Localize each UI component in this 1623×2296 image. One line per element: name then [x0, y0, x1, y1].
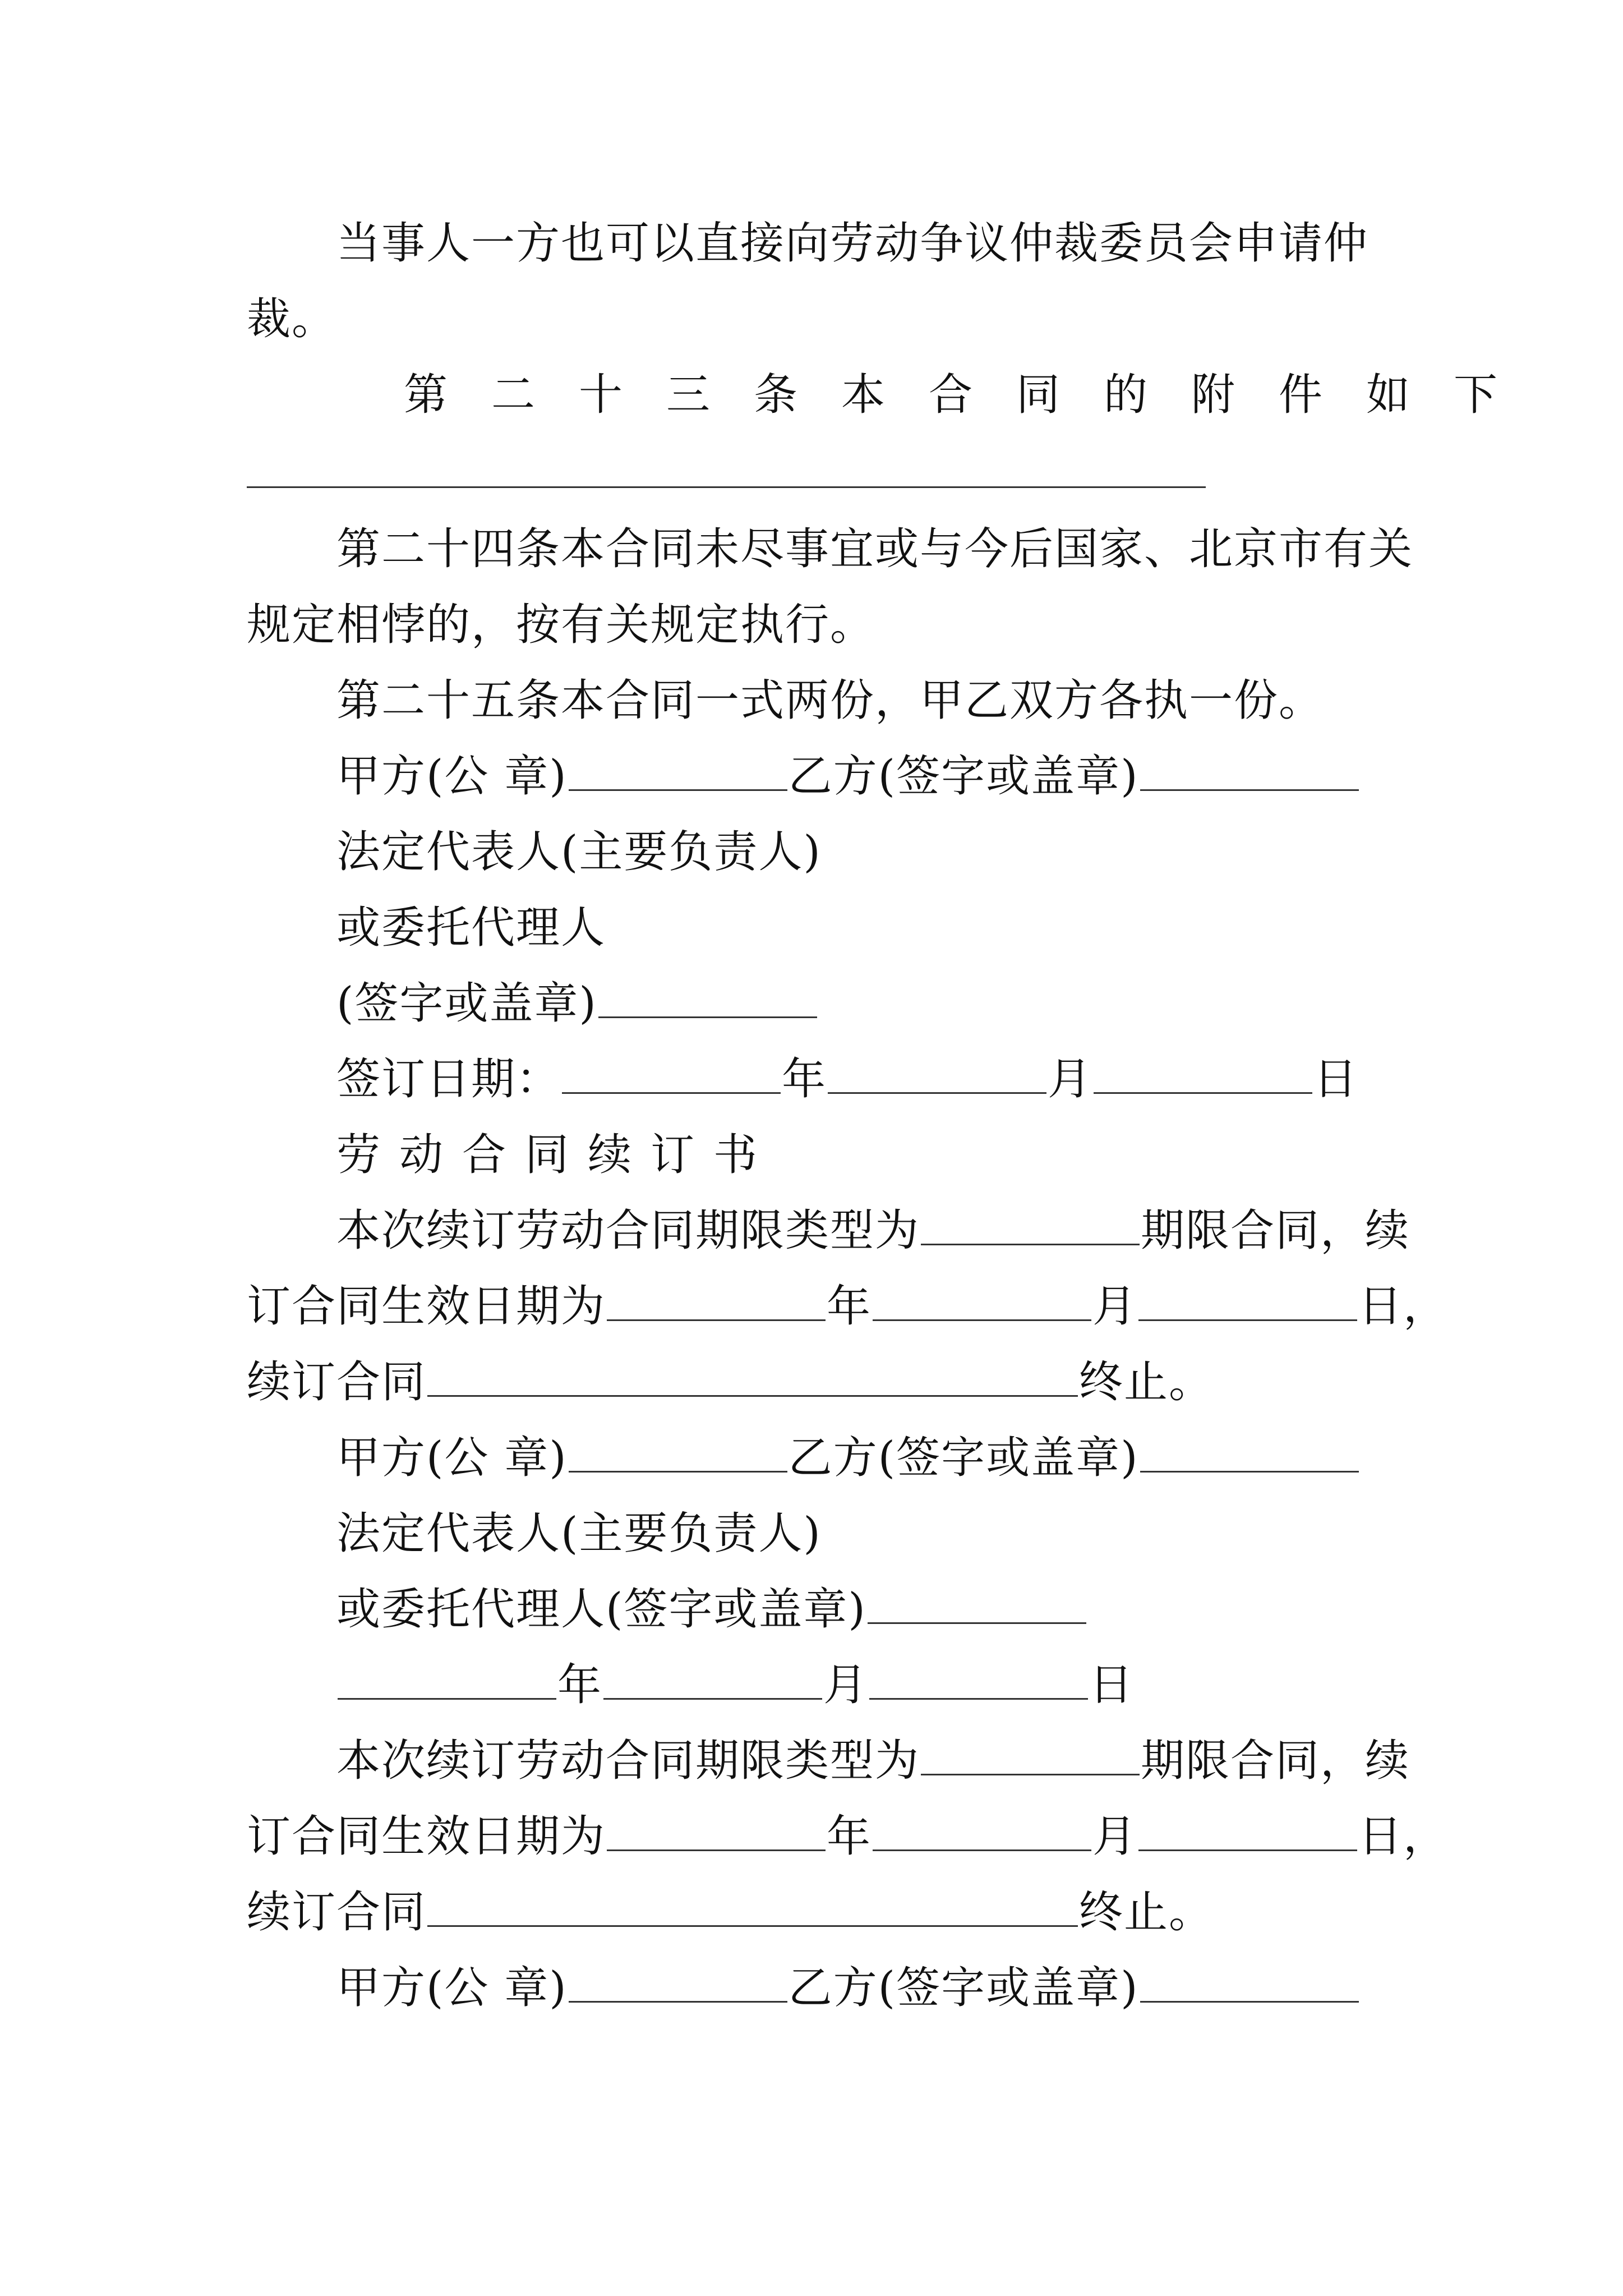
text-line: 当事人一方也可以直接向劳动争议仲裁委员会申请仲: [336, 218, 1369, 269]
text-line: 本次续订劳动合同期限类型为: [336, 1736, 920, 1786]
blank-field: [868, 1589, 1086, 1624]
blank-field: [828, 1059, 1046, 1094]
article-24-cont: [247, 600, 875, 650]
text-line: 本次续订劳动合同期限类型为: [336, 1205, 920, 1256]
blank-field: [1094, 1059, 1312, 1094]
date-label: 签订日期：: [336, 1054, 561, 1105]
text-line: 终止。: [1079, 1887, 1214, 1938]
blank-field: [607, 1286, 826, 1321]
year-label: 年: [782, 1054, 827, 1105]
day-label: 日，: [1358, 1811, 1449, 1862]
text-line: 第二十三条本合同的附件如下: [404, 370, 1542, 420]
signature-line-2: [336, 1433, 1360, 1483]
text-line: 订合同生效日期为: [247, 1811, 606, 1862]
blank-field: [427, 1892, 1078, 1927]
party-b-label: 乙方(签字或盖章): [788, 751, 1139, 802]
text-line: 裁。: [247, 294, 337, 344]
party-a-label: 甲方(公 章): [336, 1433, 568, 1483]
blank-field: [873, 1816, 1091, 1851]
blank-field: [598, 983, 817, 1018]
blank-field: [1138, 1286, 1357, 1321]
blank-field: [603, 1664, 822, 1700]
text-line: 终止。: [1079, 1357, 1214, 1407]
text-line: 法定代表人(主要负责人): [336, 827, 822, 877]
blank-field: [921, 1210, 1140, 1245]
text-line: 续订合同: [247, 1887, 427, 1938]
date-line-2: [336, 1660, 1135, 1710]
article-24: [336, 524, 1414, 574]
blank-field: [921, 1740, 1140, 1775]
signature-line-3: [336, 1963, 1360, 2013]
day-label: 日: [1313, 1054, 1359, 1105]
day-label: 日，: [1358, 1281, 1449, 1332]
section-title: 劳动合同续订书: [336, 1130, 777, 1180]
blank-field: [562, 1059, 781, 1094]
renewal-end: [247, 1357, 1214, 1407]
paragraph-arbitration: [336, 218, 1369, 269]
month-label: 月: [1092, 1811, 1138, 1862]
text-line: 法定代表人(主要负责人): [336, 1508, 822, 1559]
text-line: 第二十五条本合同一式两份，甲乙双方各执一份。: [336, 675, 1324, 726]
blank-field: [1140, 1437, 1359, 1473]
renewal-term-type-2: [336, 1736, 1410, 1786]
text-line: 期限合同，续: [1141, 1205, 1410, 1256]
text-line: 或委托代理人: [336, 903, 606, 953]
blank-field: [338, 1664, 556, 1700]
year-label: 年: [557, 1660, 603, 1710]
legal-representative: [336, 827, 822, 877]
renewal-title: [336, 1130, 777, 1180]
month-label: 月: [823, 1660, 869, 1710]
text-line: 期限合同，续: [1141, 1736, 1410, 1786]
blank-field: [869, 1664, 1088, 1700]
text-line: 规定相悖的，按有关规定执行。: [247, 600, 875, 650]
blank-field: [569, 756, 787, 791]
authorized-agent-2: [336, 1584, 1087, 1635]
month-label: 月: [1048, 1054, 1093, 1105]
authorized-agent: [336, 903, 606, 953]
year-label: 年: [827, 1811, 872, 1862]
blank-field: [569, 1437, 787, 1473]
blank-field: [1140, 1967, 1359, 2003]
renewal-effective-date: [247, 1281, 1449, 1332]
renewal-term-type: [336, 1205, 1410, 1256]
text-line: 第二十四条本合同未尽事宜或与今后国家、北京市有关: [336, 524, 1414, 574]
party-b-label: 乙方(签字或盖章): [788, 1433, 1139, 1483]
signing-date: [336, 1054, 1359, 1105]
text-line: 或委托代理人(签字或盖章): [336, 1584, 866, 1635]
renewal-end-2: [247, 1887, 1214, 1938]
legal-representative-2: [336, 1508, 822, 1559]
day-label: 日: [1089, 1660, 1135, 1710]
attachment-blank-line: [247, 486, 1206, 488]
month-label: 月: [1092, 1281, 1138, 1332]
blank-field: [607, 1816, 826, 1851]
signature-line-1: [336, 751, 1360, 802]
blank-field: [427, 1361, 1078, 1397]
paragraph-arbitration-cont: [247, 294, 337, 344]
blank-field: [569, 1967, 787, 2003]
party-a-label: 甲方(公 章): [336, 751, 568, 802]
renewal-effective-date-2: [247, 1811, 1449, 1862]
blank-field: [873, 1286, 1091, 1321]
party-a-label: 甲方(公 章): [336, 1963, 568, 2013]
sign-or-seal: [336, 978, 818, 1029]
blank-field: [1138, 1816, 1357, 1851]
party-b-label: 乙方(签字或盖章): [788, 1963, 1139, 2013]
text-line: (签字或盖章): [336, 978, 597, 1029]
text-line: 续订合同: [247, 1357, 427, 1407]
text-line: 订合同生效日期为: [247, 1281, 606, 1332]
article-25: [336, 675, 1324, 726]
blank-field: [1140, 756, 1359, 791]
year-label: 年: [827, 1281, 872, 1332]
article-23: [404, 370, 1542, 420]
